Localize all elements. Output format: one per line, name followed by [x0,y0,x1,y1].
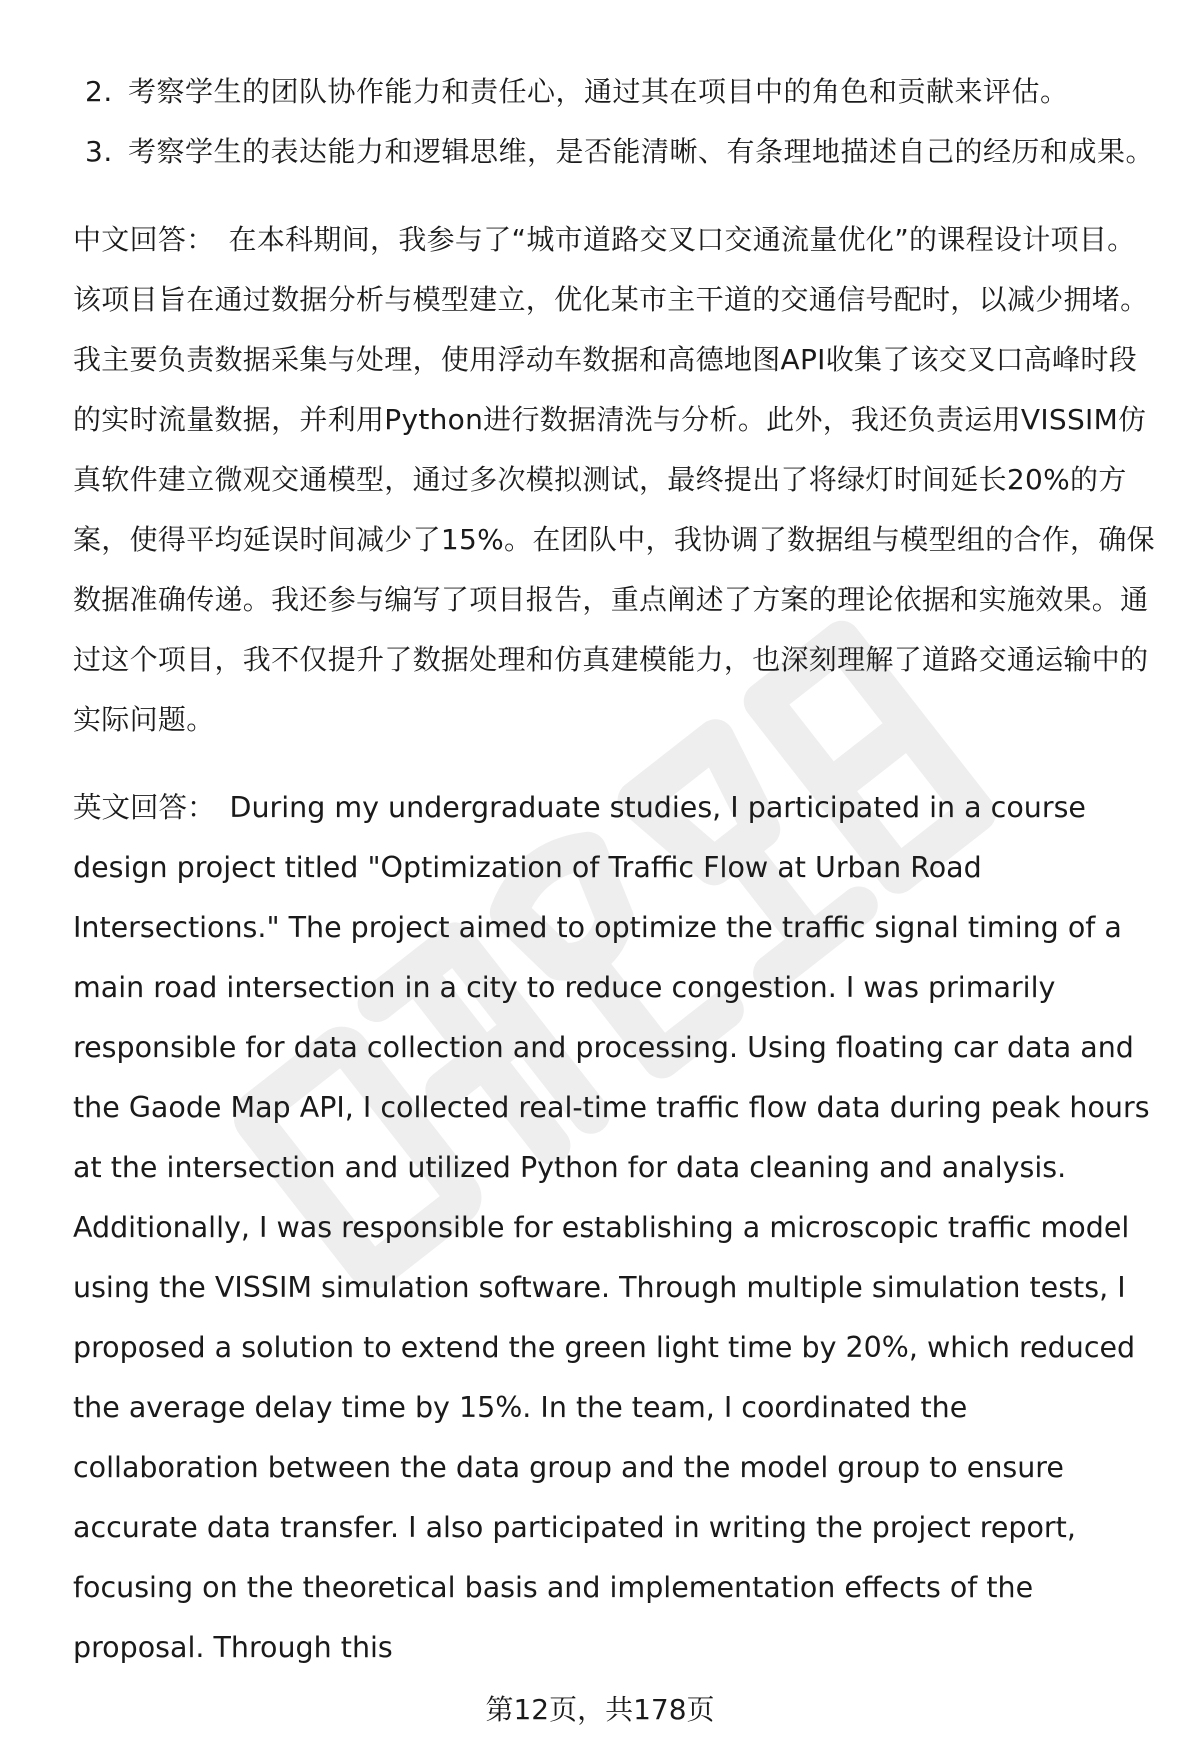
list-number: 3. [85,135,113,168]
document-body [73,62,1158,1678]
list-number: 2. [85,75,113,108]
list-item [73,62,1158,122]
english-answer-paragraph [73,778,1158,1678]
list-text: 考察学生的团队协作能力和责任心，通过其在项目中的角色和贡献来评估。 [128,75,1069,108]
chinese-answer-label: 中文回答： [73,223,215,256]
chinese-answer-text: 在本科期间，我参与了“城市道路交叉口交通流量优化”的课程设计项目。该项目旨在通过数据分析与模型建立，优化某市主干道的交通信号配时，以减少拥堵。我主要负责数据采集与处理，使用浮动车数据和高德地图API收集了该交叉口高峰时段的实时流量数据，并利用Python进行数据清洗与分析。此外，我还负责运用VISSIM仿真软件建立微观交通模型，通过多次模拟测试，最终提出了将绿灯时间延长20%的方案，使得平均延误时间减少了15%。在团队中，我协调了数据组与模型组的合作，确保数据准确传递。我还参与编写了项目报告，重点阐述了方案的理论依据和实施效果。通过这个项目，我不仅提升了数据处理和仿真建模能力，也深刻理解了道路交通运输中的实际问题。 [73,223,1155,736]
english-answer-text: During my undergraduate studies, I participated in a course design project titled "Optimization of Traffic Flow at Urban Road Intersections." The project aimed to optimize the traffic signal timing of a main road intersection in a city to reduce congestion. I was primarily responsible for data collection and processing. Using floating car data and the Gaode Map API, I collected real-time traffic flow data during peak hours at the intersection and utilized Python for data cleaning and analysis. Additionally, I was responsible for establishing a microscopic traffic model using the VISSIM simulation software. Through multiple simulation tests, I proposed a solution to extend the green light time by 20%, which reduced the average delay time by 15%. In the team, I coordinated the collaboration between the data group and the model group to ensure accurate data transfer. I also participated in writing the project report, focusing on the theoretical basis and implementation effects of the proposal. Through this [73,791,1150,1664]
list-text: 考察学生的表达能力和逻辑思维，是否能清晰、有条理地描述自己的经历和成果。 [128,135,1155,168]
english-answer-label: 英文回答： [73,791,216,824]
page-number-footer: 第12页，共178页 [485,1693,715,1726]
list-item [73,122,1158,182]
criteria-list [73,62,1158,182]
chinese-answer-paragraph [73,210,1158,750]
